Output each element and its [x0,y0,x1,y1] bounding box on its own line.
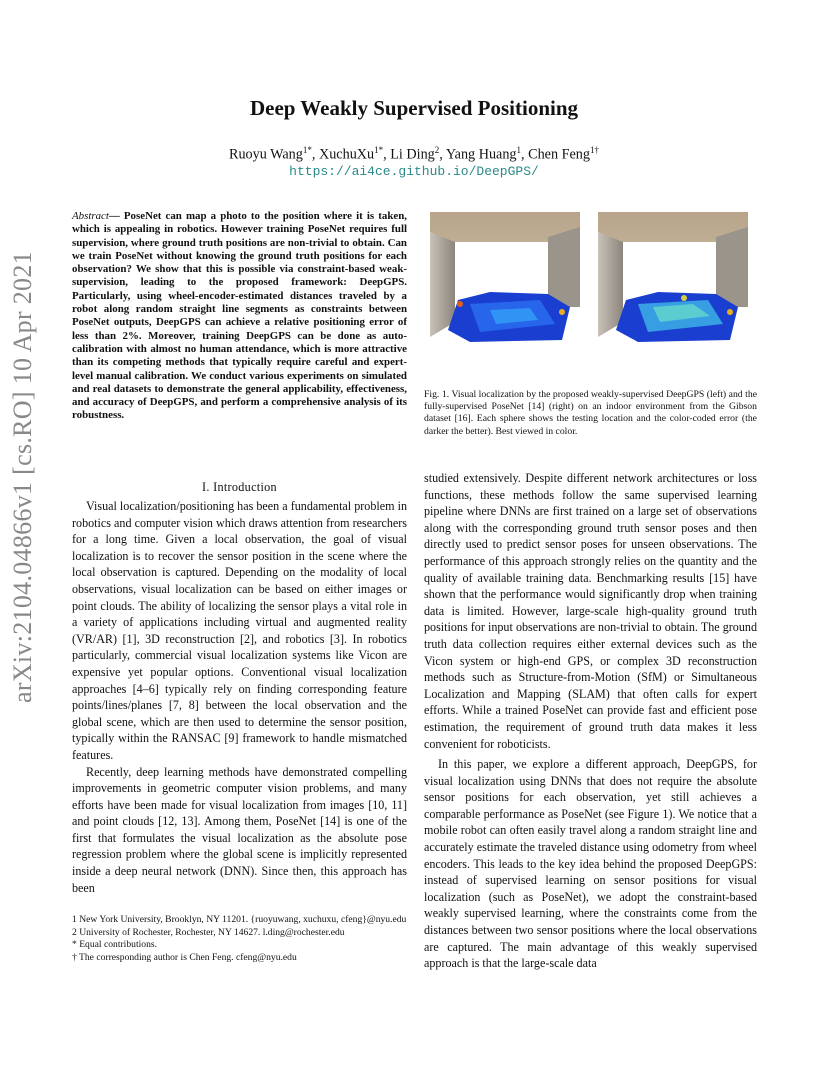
author-affil: 1* [302,145,312,155]
footnotes [72,914,407,964]
posenet-scene-image [598,212,748,342]
author-name: Li Ding [390,146,435,163]
column-right [424,470,757,972]
author-affil: 1* [374,145,384,155]
author-name: Chen Feng [528,146,590,163]
author-list: Ruoyu Wang$^{1*}$, XuchuXu$^{1*}$, Li Ding$^2$, Yang Huang$^1$, Chen Feng$^{1\dagger}$ [229,145,599,163]
footnote: * Equal contributions. [72,939,157,951]
author-name: Yang Huang [445,146,517,163]
paper-title: Deep Weakly Supervised Positioning [249,96,579,120]
paragraph: studied extensively. Despite different network architectures or loss functions, these methods follow the same supervised learning pipeline where DNNs are first trained on a large set of observations along with the corresponding ground truth sensor poses and then directly used to predict sensor poses for unseen observations. The performance of this approach strongly relies on the quantity and the quality of available training data. Benchmarking results [15] have shown that the performance would significantly drop when training data is limited. However, large-scale high-quality ground truth positions for input observations are non-trivial to obtain. The ground truth data collection requires either external devices such as the Vicon system or high-end GPS, or complex 3D reconstruction methods such as Structure-from-Motion (SfM) or Simultaneous Localization and Mapping (SLAM) that often calls for expert efforts. While a trained PoseNet can provide fast and efficient pose estimation, the requirement of ground truth data makes it less convenient for roboticists. [424,471,757,751]
footnote: 1 New York University, Brooklyn, NY 11201. {ruoyuwang, xuchuxu, cfeng}@nyu.edu [72,914,407,925]
paragraph: Recently, deep learning methods have demonstrated compelling improvements in geometric computer vision problems, and many efforts have been made for visual localization from images [10, 11] and point clouds [12, 13]. Among them, PoseNet [14] is one of the first that formulates the visual localization as the absolute pose regression problem where the global scene is implicitly represented inside a deep neural network (DNN). Since then, this approach has been [72,764,407,895]
abstract [72,210,407,423]
figure-caption: Fig. 1. Visual localization by the proposed weakly-supervised DeepGPS (left) and the fully-supervised PoseNet [14] (right) on an indoor environment from the Gibson dataset [16]. Each sphere shows the testing location and the color-coded error (the darker the better). Best viewed in color. [424,389,757,437]
author-name: XuchuXu [318,146,375,163]
column-left [72,498,407,896]
deepgps-scene-image [430,212,580,342]
author-name: Ruoyu Wang [229,146,303,163]
arxiv-stamp: arXiv:2104.04866v1 [cs.RO] 10 Apr 2021 [8,251,37,703]
footnote: † The corresponding author is Chen Feng. cfeng@nyu.edu [72,951,297,963]
abstract-text: — PoseNet can map a photo to the position where it is taken, which is appealing in robotics. However training PoseNet requires full supervision, where ground truth positions are non-trivial to obtain. Can we train PoseNet without knowing the ground truth positions for each observation? We show that this is possible via constraint-based weak-supervision, leading to the proposed framework: DeepGPS. Particularly, using wheel-encoder-estimated distances traveled by a robot along random straight line segments as constraints between PoseNet outputs, DeepGPS can achieve a relative positioning error of less than 2%. Moreover, training DeepGPS can be done as auto-calibration with almost no human attendance, which is more attractive than its competing methods that typically require careful and expert-level manual calibration. We conduct various experiments on simulated and real datasets to demonstrate the general applicability, effectiveness, and accuracy of DeepGPS, and perform a comprehensive analysis of its robustness. [72,210,407,422]
project-url-link[interactable]: https://ai4ce.github.io/DeepGPS/ [289,164,539,179]
paragraph: Visual localization/positioning has been a fundamental problem in robotics and computer vision which draws attention from researchers for a long time. Given a local observation, the goal of visual localization is to recover the sensor position in the scene where the local observation is captured. Depending on the modality of local observations, visual localization can be based on either images or point clouds. The ability of localizing the sensor plays a vital role in a variety of applications including virtual and augmented reality (VR/AR) [1], 3D reconstruction [2], and robotics [3]. In robotics particularly, commercial visual localization systems like Vicon are expensive yet popular options. Conventional visual localization approaches [4–6] typically rely on finding corresponding feature points/lines/planes [7, 8] between the local observation and the global scene, which are then used to determine the sensor position, typically within the RANSAC [9] framework to handle mismatched features. [72,499,407,762]
section-title: I. Introduction [202,480,277,494]
author-affil: 1 [516,145,522,155]
paragraph: In this paper, we explore a different approach, DeepGPS, for visual localization using DNNs that does not require the absolute sensor positions for each observation, yet still achieves a comparable performance as PoseNet (see Figure 1). We notice that a mobile robot can often easily travel along a random straight line and accurately estimate the traveled distance using odometry from wheel encoders. This leads to the key idea behind the proposed DeepGPS: instead of supervised learning on sensor positions for visual localization (such as PoseNet), we adopt the constraint-based weakly supervised learning, where the constraints come from the distances between two sensor positions where the local observations are captured. The main advantage of this weakly supervised approach is that the large-scale data [424,757,757,971]
abstract-label: Abstract [72,210,109,222]
author-affil: 2 [434,145,440,155]
author-affil: 1† [590,145,599,155]
figure-1-image [430,212,760,342]
footnote: 2 University of Rochester, Rochester, NY 14627. l.ding@rochester.edu [72,926,345,938]
